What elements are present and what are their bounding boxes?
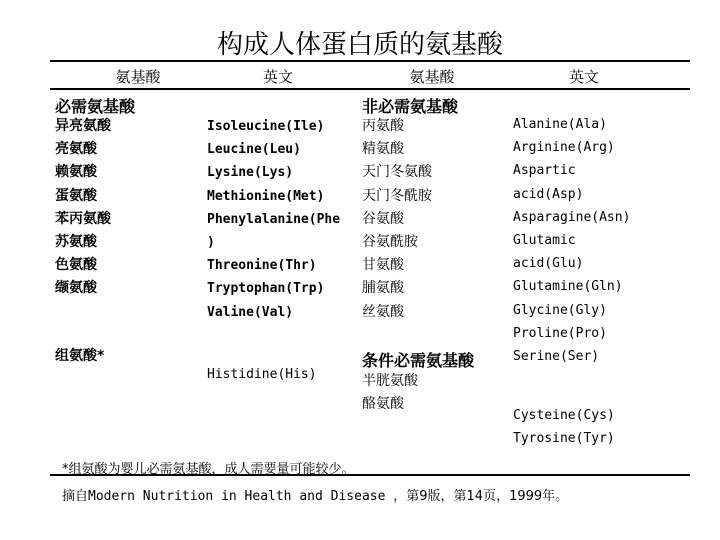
conditional-heading: 条件必需氨基酸 bbox=[362, 351, 475, 370]
essential-amino-acid-cn: 异亮氨酸 bbox=[55, 118, 111, 134]
nonessential-amino-acid-en: Asparagine(Asn) bbox=[513, 209, 631, 225]
essential-amino-acid-en: Tryptophan(Trp) bbox=[207, 281, 325, 297]
nonessential-amino-acid-cn: 丙氨酸 bbox=[362, 118, 404, 134]
header-amino-acid-1: 氨基酸 bbox=[115, 68, 161, 86]
footnote: *组氨酸为婴儿必需氨基酸，成人需要量可能较少。 bbox=[62, 462, 355, 477]
conditional-names-en bbox=[513, 404, 615, 450]
nonessential-amino-acid-cn: 谷氨酰胺 bbox=[362, 234, 418, 251]
conditional-amino-acid-en: Tyrosine(Tyr) bbox=[513, 431, 615, 447]
nonessential-amino-acid-cn: 天门冬氨酸 bbox=[362, 164, 432, 181]
essential-amino-acid-cn: 缬氨酸 bbox=[55, 280, 97, 297]
nonessential-names-en bbox=[513, 113, 630, 368]
nonessential-amino-acid-en: Glutamic bbox=[513, 233, 576, 249]
essential-amino-acid-en: Methionine(Met) bbox=[207, 188, 325, 204]
essential-amino-acid-en: ) bbox=[207, 235, 215, 251]
nonessential-amino-acid-cn: 精氨酸 bbox=[362, 141, 404, 158]
nonessential-amino-acid-en: Glycine(Gly) bbox=[513, 302, 607, 318]
source-citation bbox=[62, 485, 568, 504]
nonessential-amino-acid-en: Alanine(Ala) bbox=[513, 117, 607, 132]
nonessential-names-cn bbox=[362, 115, 432, 324]
essential-amino-acid-cn: 亮氨酸 bbox=[55, 141, 97, 158]
essential-amino-acid-cn: 色氨酸 bbox=[55, 257, 97, 274]
nonessential-amino-acid-en: Glutamine(Gln) bbox=[513, 279, 623, 295]
source-detail: 第9版，第14页，1999年。 bbox=[406, 489, 569, 504]
essential-amino-acid-en: Leucine(Leu) bbox=[207, 142, 301, 158]
nonessential-heading: 非必需氨基酸 bbox=[362, 97, 459, 116]
table-bottom-rule bbox=[50, 474, 690, 476]
header-english-2: 英文 bbox=[568, 68, 599, 86]
table-top-rule bbox=[50, 60, 690, 62]
histidine-name-cn: 组氨酸* bbox=[55, 348, 105, 364]
essential-heading: 必需氨基酸 bbox=[55, 97, 136, 116]
nonessential-amino-acid-en: Aspartic bbox=[513, 163, 576, 179]
essential-amino-acid-en: Phenylalanine(Phe bbox=[207, 211, 341, 227]
nonessential-amino-acid-cn: 甘氨酸 bbox=[362, 257, 404, 274]
conditional-amino-acid-cn: 酪氨酸 bbox=[362, 396, 404, 413]
essential-amino-acid-cn: 苯丙氨酸 bbox=[55, 210, 111, 227]
essential-amino-acid-en: Lysine(Lys) bbox=[207, 165, 294, 181]
essential-amino-acid-en: Threonine(Thr) bbox=[207, 258, 317, 274]
essential-amino-acid-cn: 蛋氨酸 bbox=[55, 187, 97, 204]
essential-amino-acid-en: Valine(Val) bbox=[207, 304, 294, 320]
histidine-name-en: Histidine(His) bbox=[207, 367, 317, 382]
conditional-amino-acid-en: Cysteine(Cys) bbox=[513, 408, 615, 423]
essential-names-cn bbox=[55, 115, 111, 301]
nonessential-amino-acid-cn: 脯氨酸 bbox=[362, 280, 404, 297]
header-amino-acid-2: 氨基酸 bbox=[409, 68, 455, 86]
nonessential-amino-acid-cn: 谷氨酸 bbox=[362, 210, 404, 227]
essential-amino-acid-en: Isoleucine(Ile) bbox=[207, 119, 325, 134]
essential-amino-acid-cn: 苏氨酸 bbox=[55, 234, 97, 251]
source-prefix: 摘自 bbox=[62, 489, 89, 504]
conditional-amino-acid-cn: 半胱氨酸 bbox=[362, 373, 418, 389]
essential-names-en bbox=[207, 115, 340, 324]
nonessential-amino-acid-en: acid(Asp) bbox=[513, 186, 584, 202]
nonessential-amino-acid-en: Serine(Ser) bbox=[513, 349, 600, 365]
nonessential-amino-acid-en: acid(Glu) bbox=[513, 256, 584, 272]
essential-amino-acid-cn: 赖氨酸 bbox=[55, 164, 97, 181]
header-rule bbox=[50, 88, 690, 90]
nonessential-amino-acid-en: Proline(Pro) bbox=[513, 325, 607, 341]
header-english-1: 英文 bbox=[262, 68, 293, 86]
page-title: 构成人体蛋白质的氨基酸 bbox=[216, 30, 503, 60]
conditional-names-cn bbox=[362, 370, 418, 416]
source-work: Modern Nutrition in Health and Disease ， bbox=[88, 489, 407, 504]
nonessential-amino-acid-cn: 天门冬酰胺 bbox=[362, 187, 432, 204]
nonessential-amino-acid-en: Arginine(Arg) bbox=[513, 140, 615, 156]
nonessential-amino-acid-cn: 丝氨酸 bbox=[362, 303, 404, 320]
